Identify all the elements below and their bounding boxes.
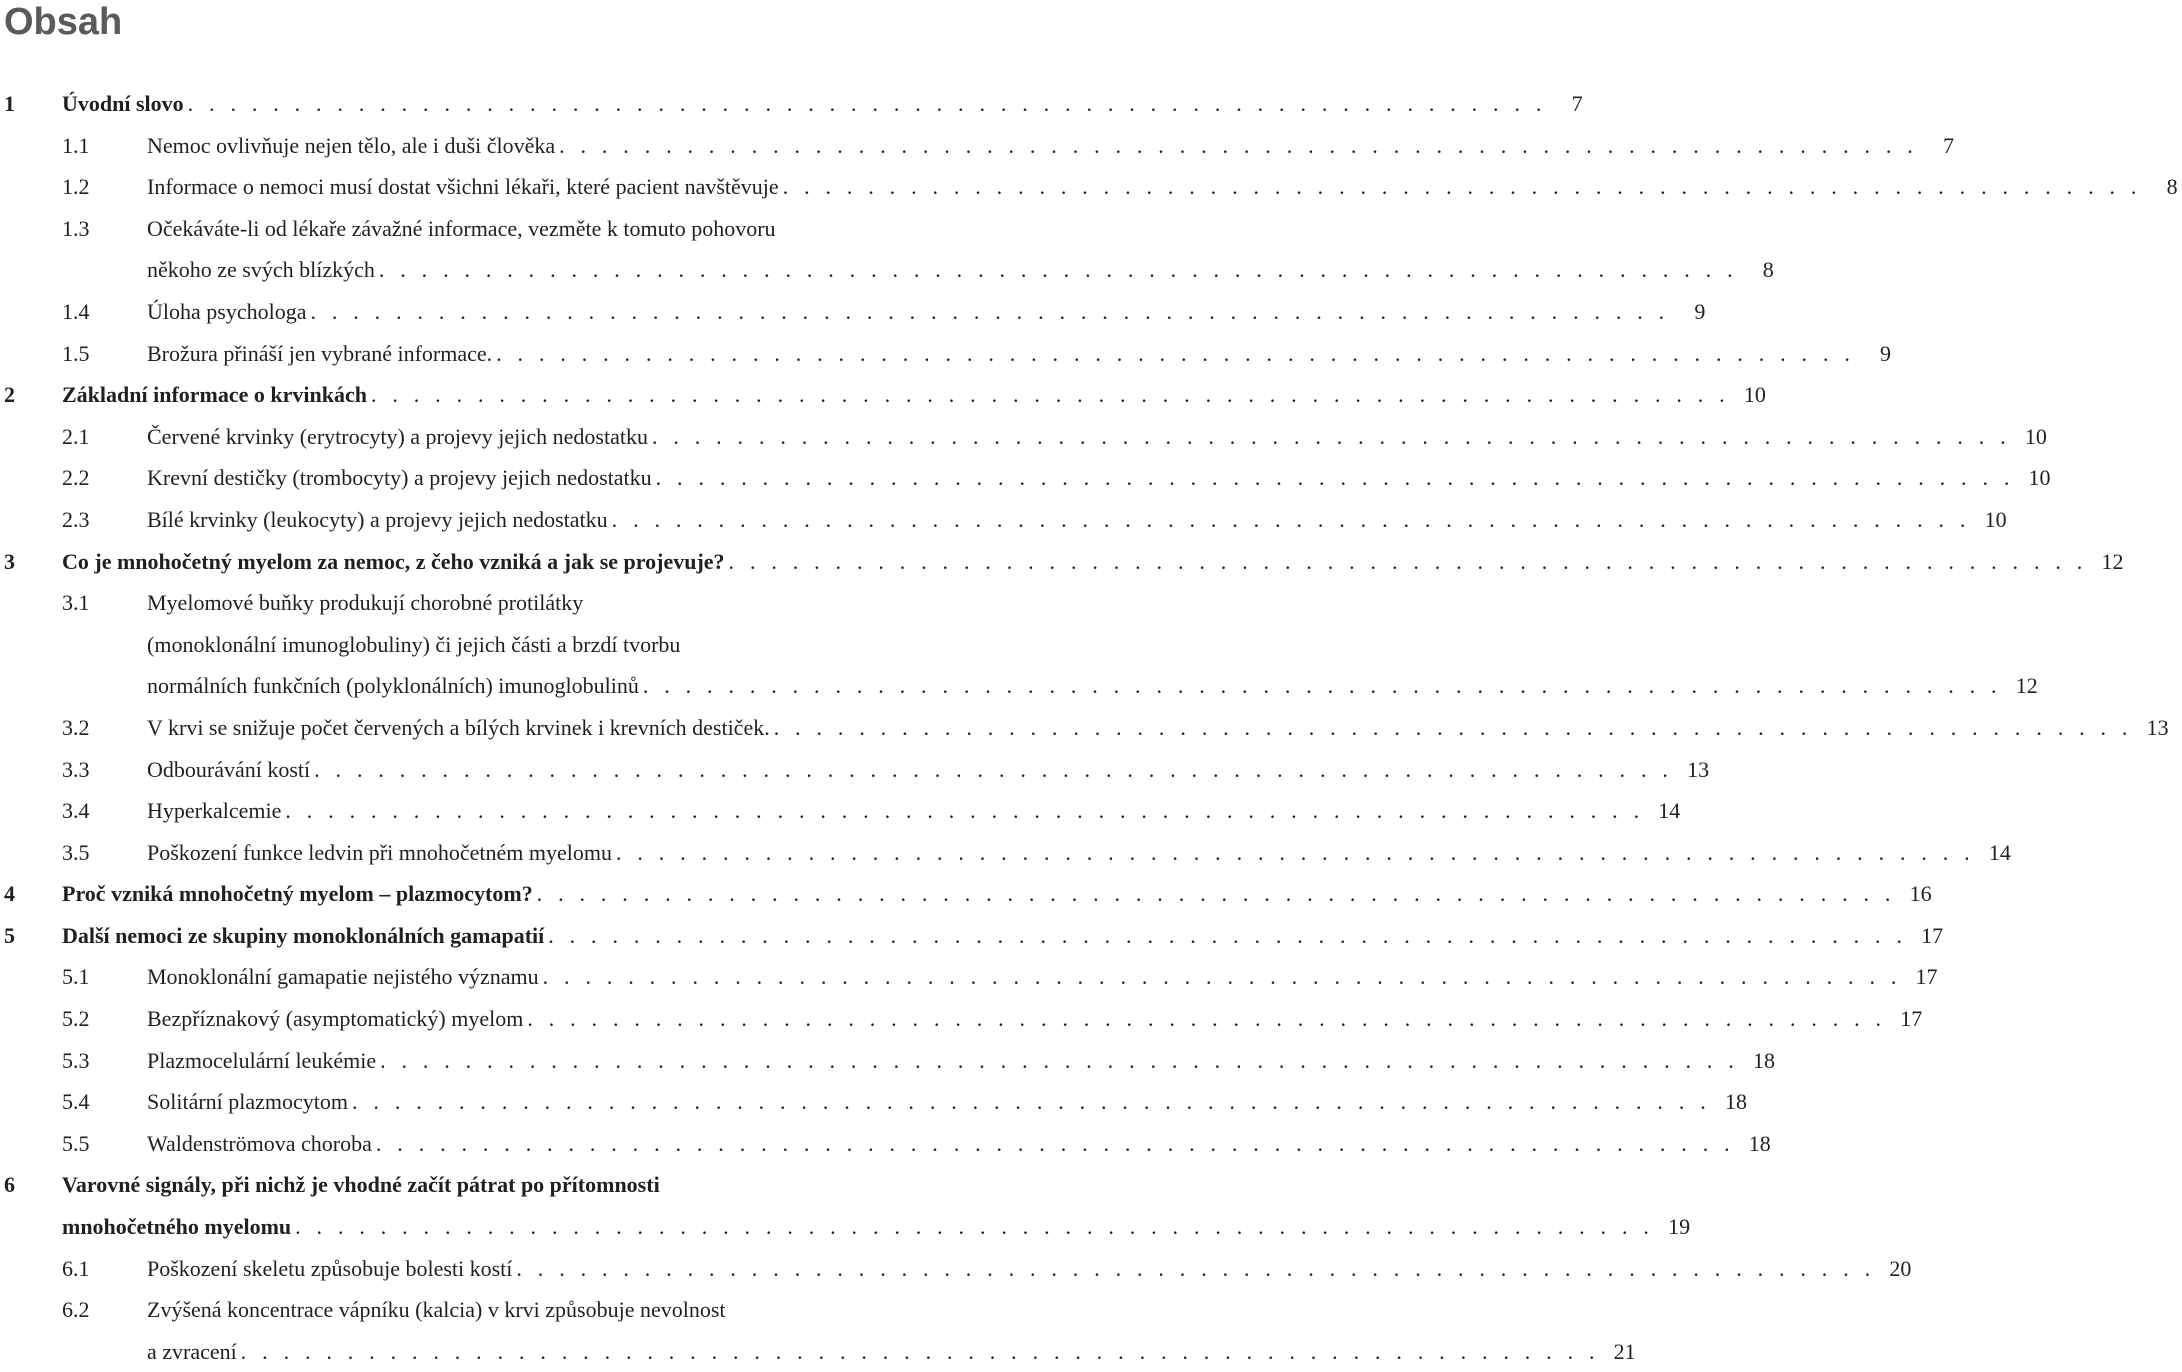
toc-entry-page: 10 [2024,423,2047,449]
dot-leader: . . . . . . . . . . . . . . . . . . . . . . . . . . . . . . . . . . . . . . . . . . . . . . . . . . . . . . . . . . . . . . . . [352,1089,1711,1115]
toc-entry [0,956,1938,998]
toc-entry-title: Odbourávání kostí [147,756,311,782]
toc-entry [0,125,1955,167]
dot-leader: . . . . . . . . . . . . . . . . . . . . . . . . . . . . . . . . . . . . . . . . . . . . . . . . . . . . . . . . . . . . . . . . [548,922,1908,948]
dot-leader: . . . . . . . . . . . . . . . . . . . . . . . . . . . . . . . . . . . . . . . . . . . . . . . . . . . . . . . . . . . . . . . . [285,798,1645,824]
toc-entry [0,915,1944,957]
toc-entry-number: 3.5 [62,839,90,865]
toc-entry [0,1331,1636,1372]
toc-entry [0,1164,960,1206]
dot-leader: . . . . . . . . . . . . . . . . . . . . . . . . . . . . . . . . . . . . . . . . . . . . . . . . . . . . . . . . . . . . . . . . [240,1338,1600,1364]
toc-entry-title: Solitární plazmocytom [147,1089,349,1115]
toc-entry [0,208,960,250]
toc-entry-number: 1.1 [62,132,90,158]
toc-entry-number: 4 [4,881,15,907]
dot-leader: . . . . . . . . . . . . . . . . . . . . . . . . . . . . . . . . . . . . . . . . . . . . . . . . . . . . . . . . . . . . . . . . [559,132,1919,158]
toc-entry-page: 13 [2146,714,2169,740]
toc-entry-number: 5.1 [62,964,90,990]
toc-entry [0,998,1923,1040]
toc-entry-title: Bezpříznakový (asymptomatický) myelom [147,1006,524,1032]
toc-entry [0,1081,1747,1123]
toc-entry-title: Nemoc ovlivňuje nejen tělo, ale i duši člověka [147,132,556,158]
toc-entry-page: 17 [1915,964,1938,990]
toc-entry-title: někoho ze svých blízkých [147,257,375,283]
toc-entry [0,624,960,666]
dot-leader: . . . . . . . . . . . . . . . . . . . . . . . . . . . . . . . . . . . . . . . . . . . . . . . . . . . . . . . . . . . . . . . . [615,839,1975,865]
toc-entry-number: 1.2 [62,174,90,200]
toc-entry-page: 12 [2101,548,2124,574]
toc-entry-number: 6 [4,1172,15,1198]
toc-entry [0,499,2007,541]
toc-entry-title: Zvýšená koncentrace vápníku (kalcia) v krvi způsobuje nevolnost [147,1297,726,1323]
toc-entry-title: Základní informace o krvinkách [62,382,367,408]
toc-entry-number: 2.2 [62,465,90,491]
toc-entry-page: 18 [1748,1130,1771,1156]
toc-entry-page: 14 [1658,798,1681,824]
toc-entry-title: Úloha psychologa [147,298,307,324]
dot-leader: . . . . . . . . . . . . . . . . . . . . . . . . . . . . . . . . . . . . . . . . . . . . . . . . . . . . . . . . . . . . . . . . [187,91,1547,116]
toc-entry-number: 2 [4,382,15,408]
toc-entry-number: 3.1 [62,590,90,616]
toc-entry-page: 8 [2166,174,2178,200]
toc-entry-page: 10 [2028,465,2051,491]
toc-entry-title: Krevní destičky (trombocyty) a projevy jejich nedostatku [147,465,652,491]
toc-entry-page: 12 [2015,673,2038,699]
toc-entry [0,749,1710,791]
dot-leader: . . . . . . . . . . . . . . . . . . . . . . . . . . . . . . . . . . . . . . . . . . . . . . . . . . . . . . . . . . . . . . . . [295,1214,1655,1240]
toc-entry-page: 14 [1988,839,2011,865]
toc-entry-title: Poškození funkce ledvin při mnohočetném myelomu [147,839,612,865]
dot-leader: . . . . . . . . . . . . . . . . . . . . . . . . . . . . . . . . . . . . . . . . . . . . . . . . . . . . . . . . . . . . . . . . [611,506,1971,532]
toc-entry-page: 18 [1752,1047,1775,1073]
toc-entry-number: 1.4 [62,298,90,324]
toc-entry-page: 9 [1880,340,1892,366]
dot-leader: . . . . . . . . . . . . . . . . . . . . . . . . . . . . . . . . . . . . . . . . . . . . . . . . . . . . . . . . . . . . . . . . [642,673,2002,699]
table-of-contents [0,83,2178,1372]
toc-entry-page: 21 [1613,1338,1636,1364]
toc-entry-title: Plazmocelulární leukémie [147,1047,377,1073]
toc-entry-page: 18 [1724,1089,1747,1115]
toc-entry-page: 16 [1909,881,1932,907]
toc-entry-number: 2.3 [62,506,90,532]
toc-entry-page: 17 [1900,1006,1923,1032]
dot-leader: . . . . . . . . . . . . . . . . . . . . . . . . . . . . . . . . . . . . . . . . . . . . . . . . . . . . . . . . . . . . . . . . [378,257,1738,283]
toc-entry-number: 6.2 [62,1297,90,1323]
toc-entry-page: 7 [1943,132,1955,158]
dot-leader: . . . . . . . . . . . . . . . . . . . . . . . . . . . . . . . . . . . . . . . . . . . . . . . . . . . . . . . . . . . . . . . . [527,1006,1887,1032]
toc-entry-title: mnohočetného myelomu [62,1214,292,1240]
toc-entry-number: 5 [4,922,15,948]
toc-entry-title: (monoklonální imunoglobuliny) či jejich části a brzdí tvorbu [147,631,681,657]
toc-entry-number: 5.3 [62,1047,90,1073]
toc-entry-number: 5.4 [62,1089,90,1115]
toc-entry-page: 13 [1687,756,1710,782]
dot-leader: . . . . . . . . . . . . . . . . . . . . . . . . . . . . . . . . . . . . . . . . . . . . . . . . . . . . . . . . . . . . . . . . [728,548,2088,574]
toc-entry [0,1248,1912,1290]
page-title: Obsah [4,1,123,43]
toc-entry [0,582,960,624]
toc-entry-title: Co je mnohočetný myelom za nemoc, z čeho vzniká a jak se projevuje? [62,548,725,574]
toc-entry-title: Hyperkalcemie [147,798,282,824]
toc-entry-title: Červené krvinky (erytrocyty) a projevy jejich nedostatku [147,423,648,449]
toc-entry [0,665,2038,707]
dot-leader: . . . . . . . . . . . . . . . . . . . . . . . . . . . . . . . . . . . . . . . . . . . . . . . . . . . . . . . . . . . . . . . . [655,465,2015,491]
toc-entry-number: 1.5 [62,340,90,366]
toc-entry [0,707,2169,749]
toc-entry-number: 3.4 [62,798,90,824]
toc-entry-title: Bílé krvinky (leukocyty) a projevy jejich nedostatku [147,506,608,532]
toc-entry-page: 19 [1668,1214,1691,1240]
toc-entry-title: normálních funkčních (polyklonálních) imunoglobulinů [147,673,639,699]
toc-entry-title: Waldenströmova choroba [147,1130,372,1156]
dot-leader: . . . . . . . . . . . . . . . . . . . . . . . . . . . . . . . . . . . . . . . . . . . . . . . . . . . . . . . . . . . . . . . . [310,298,1670,324]
toc-entry-page: 20 [1889,1255,1912,1281]
dot-leader: . . . . . . . . . . . . . . . . . . . . . . . . . . . . . . . . . . . . . . . . . . . . . . . . . . . . . . . . . . . . . . . . [542,964,1902,990]
toc-entry-title: a zvracení [147,1338,237,1364]
dot-leader: . . . . . . . . . . . . . . . . . . . . . . . . . . . . . . . . . . . . . . . . . . . . . . . . . . . . . . . . . . . . . . . . [370,382,1730,408]
dot-leader: . . . . . . . . . . . . . . . . . . . . . . . . . . . . . . . . . . . . . . . . . . . . . . . . . . . . . . . . . . . . . . . . [314,756,1674,782]
toc-entry-title: Očekáváte-li od lékaře závažné informace, vezměte k tomuto pohovoru [147,215,776,241]
toc-entry [0,374,1766,416]
toc-entry [0,291,1706,333]
toc-entry [0,166,2178,208]
toc-entry-number: 3.3 [62,756,90,782]
dot-leader: . . . . . . . . . . . . . . . . . . . . . . . . . . . . . . . . . . . . . . . . . . . . . . . . . . . . . . . . . . . . . . . . [375,1130,1735,1156]
toc-entry-page: 10 [1743,382,1766,408]
toc-entry-number: 5.5 [62,1130,90,1156]
toc-entry-number: 5.2 [62,1006,90,1032]
toc-entry [0,83,1583,125]
toc-entry-number: 2.1 [62,423,90,449]
dot-leader: . . . . . . . . . . . . . . . . . . . . . . . . . . . . . . . . . . . . . . . . . . . . . . . . . . . . . . . . . . . . . . . . [496,340,1856,366]
toc-entry-page: 7 [1571,91,1583,116]
toc-entry-number: 1 [4,91,15,116]
toc-entry-title: Úvodní slovo [62,91,184,116]
dot-leader: . . . . . . . . . . . . . . . . . . . . . . . . . . . . . . . . . . . . . . . . . . . . . . . . . . . . . . . . . . . . . . . . [380,1047,1739,1073]
toc-entry-title: Varovné signály, při nichž je vhodné začít pátrat po přítomnosti [62,1172,660,1198]
toc-entry-title: Monoklonální gamapatie nejistého významu [147,964,539,990]
dot-leader: . . . . . . . . . . . . . . . . . . . . . . . . . . . . . . . . . . . . . . . . . . . . . . . . . . . . . . . . . . . . . . . . [536,881,1896,907]
dot-leader: . . . . . . . . . . . . . . . . . . . . . . . . . . . . . . . . . . . . . . . . . . . . . . . . . . . . . . . . . . . . . . . . [651,423,2011,449]
toc-entry-title: Informace o nemoci musí dostat všichni lékaři, které pacient navštěvuje [147,174,779,200]
toc-entry [0,541,2124,583]
toc-entry [0,416,2047,458]
toc-entry [0,1206,1691,1248]
toc-entry-number: 3.2 [62,714,90,740]
toc-entry [0,832,2011,874]
toc-entry [0,333,1892,375]
dot-leader: . . . . . . . . . . . . . . . . . . . . . . . . . . . . . . . . . . . . . . . . . . . . . . . . . . . . . . . . . . . . . . . . [516,1255,1876,1281]
toc-entry [0,873,1932,915]
dot-leader: . . . . . . . . . . . . . . . . . . . . . . . . . . . . . . . . . . . . . . . . . . . . . . . . . . . . . . . . . . . . . . . . [782,174,2142,200]
toc-entry-title: Myelomové buňky produkují chorobné protilátky [147,590,584,616]
toc-entry-page: 10 [1984,506,2007,532]
toc-entry-page: 17 [1921,922,1944,948]
toc-entry-number: 3 [4,548,15,574]
toc-entry-title: Proč vzniká mnohočetný myelom – plazmocytom? [62,881,533,907]
toc-entry [0,790,1681,832]
toc-entry [0,457,2051,499]
toc-entry-title: Další nemoci ze skupiny monoklonálních gamapatií [62,922,545,948]
toc-entry-title: Brožura přináší jen vybrané informace. [147,340,493,366]
dot-leader: . . . . . . . . . . . . . . . . . . . . . . . . . . . . . . . . . . . . . . . . . . . . . . . . . . . . . . . . . . . . . . . . [773,714,2133,740]
toc-entry [0,1040,1775,1082]
toc-entry-number: 6.1 [62,1255,90,1281]
toc-entry [0,1289,960,1331]
toc-entry-page: 8 [1762,257,1774,283]
toc-entry [0,1123,1771,1165]
toc-entry [0,249,1774,291]
toc-entry-title: Poškození skeletu způsobuje bolesti kostí [147,1255,513,1281]
toc-entry-number: 1.3 [62,215,90,241]
toc-entry-title: V krvi se snižuje počet červených a bílých krvinek i krevních destiček. [147,714,770,740]
toc-entry-page: 9 [1694,298,1706,324]
